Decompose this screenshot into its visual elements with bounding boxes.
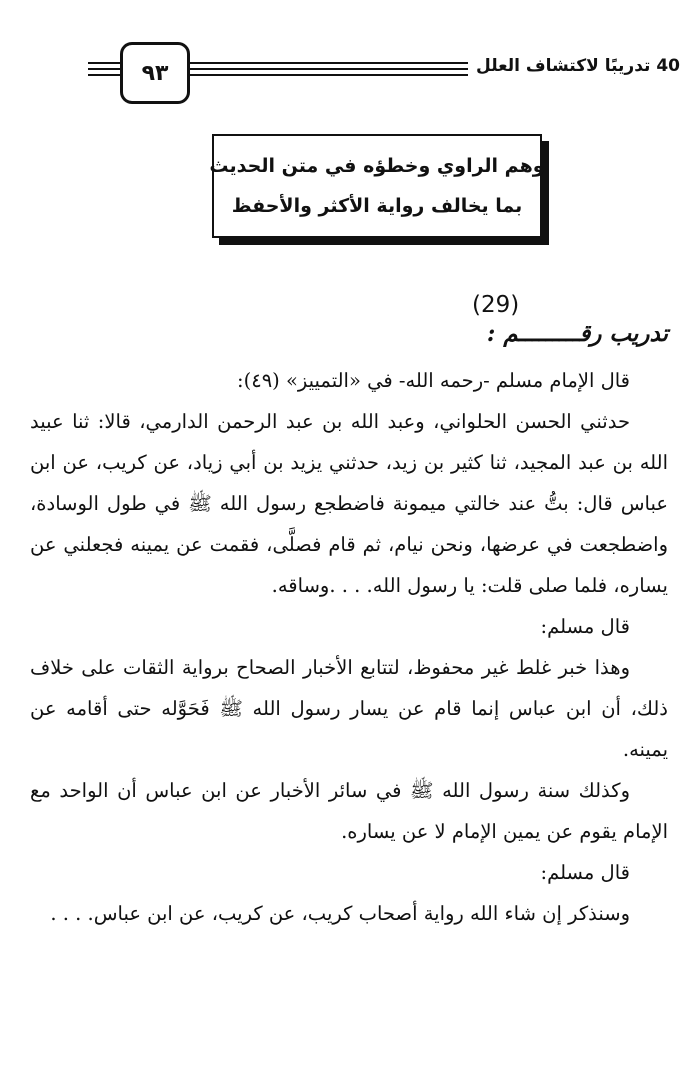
body-text — [30, 360, 668, 934]
page-header — [88, 42, 680, 104]
paragraph: وهذا خبر غلط غير محفوظ، لتتابع الأخبار الصحاح برواية الثقات على خلاف ذلك، أن ابن عباس إنما قام عن يسار رسول الله ﷺ فَحَوَّله حتى أقامه عن يمينه. — [30, 656, 668, 761]
paragraph: وسنذكر إن شاء الله رواية أصحاب كريب، عن كريب، عن ابن عباس. . . . — [50, 902, 630, 925]
exercise-label: تدريب رقـــــــــم : — [486, 320, 668, 347]
paragraph: قال مسلم: — [540, 861, 630, 884]
paragraph: قال الإمام مسلم -رحمه الله- في «التمييز» (٤٩): — [237, 369, 630, 392]
paragraph: قال مسلم: — [540, 615, 630, 638]
book-title: 40 تدريبًا لاكتشاف العلل — [468, 56, 680, 76]
paragraph: وكذلك سنة رسول الله ﷺ في سائر الأخبار عن ابن عباس أن الواحد مع الإمام يقوم عن يمين الإمام لا عن يساره. — [30, 779, 668, 843]
page-number: ٩٣ — [120, 42, 190, 104]
section-title-box — [209, 134, 545, 238]
paragraph: حدثني الحسن الحلواني، وعبد الله بن عبد الرحمن الدارمي، قالا: ثنا عبيد الله بن عبد المجيد، ثنا كثير بن زيد، حدثني يزيد بن أبي زياد، عن كريب، عن ابن عباس قال: بتُّ عند خالتي ميمونة فاضطجع رسول الله ﷺ في طول الوسادة، واضطجعت في عرضها، ونحن نيام، ثم قام فصلَّى، فقمت عن يمينه فجعلني عن يساره، فلما صلى قلت: يا رسول الله. . . .وساقه. — [30, 410, 668, 597]
section-title-line-1: وهم الراوي وخطؤه في متن الحديث — [209, 155, 545, 177]
section-title-line-2: بما يخالف رواية الأكثر والأحفظ — [231, 195, 523, 217]
exercise-heading — [448, 292, 668, 358]
exercise-number: (29) — [472, 292, 520, 318]
